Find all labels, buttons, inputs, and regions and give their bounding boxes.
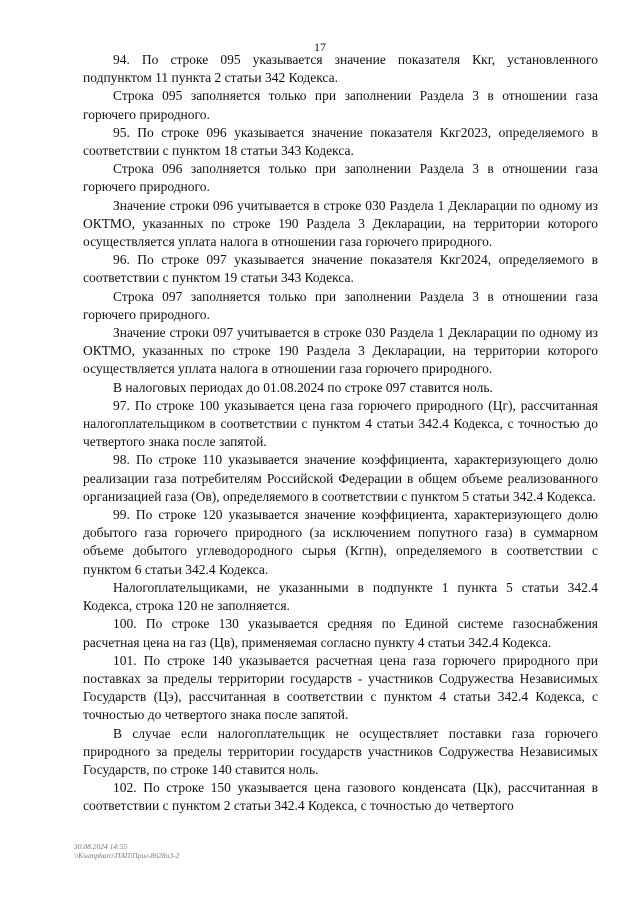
paragraph: 101. По строке 140 указывается расчетная цена газа горючего природного при поставках за пределы территории государств - участников Содружества Независимых Государств (Цэ), рассчитанная в соответствии с пунктом 4 статьи 342.4 Кодекса, с точностью до четвертого знака после запятой. [83, 652, 598, 723]
paragraph: Значение строки 097 учитывается в строке 030 Раздела 1 Декларации по одному из ОКТМО, указанных по строке 190 Раздела 3 Декларации, на территории которого осуществляется уплата налога в отношении газа горючего природного. [83, 325, 598, 377]
paragraph: Строка 095 заполняется только при заполнении Раздела 3 в отношении газа горючего природного. [83, 88, 598, 122]
paragraph: 99. По строке 120 указывается значение коэффициента, характеризующего долю добытого газа горючего природного (за исключением попутного газа) в суммарном объеме добытого углеводородного сырья (Кгпн), определяемого в соответствии с пунктом 6 статьи 342.4 Кодекса. [83, 507, 598, 577]
paragraph: 94. По строке 095 указывается значение показателя Ккг, установленного подпунктом 11 пункта 2 статьи 342 Кодекса. [83, 52, 598, 86]
page-number: 17 [314, 40, 326, 54]
document-body [83, 51, 598, 816]
document-footer [74, 842, 179, 860]
paragraph: 95. По строке 096 указывается значение показателя Ккг2023, определяемого в соответствии с пунктом 18 статьи 343 Кодекса. [83, 124, 598, 159]
footer-file-path: \\Ksumpharo\ПАП\Приг-8628о3-2 [74, 851, 180, 860]
paragraph: Строка 096 заполняется только при заполнении Раздела 3 в отношении газа горючего природного. [83, 161, 598, 195]
paragraph: 97. По строке 100 указывается цена газа горючего природного (Цг), рассчитанная налогоплательщиком в соответствии с пунктом 4 статьи 342.4 Кодекса, с точностью до четвертого знака после запятой. [83, 397, 598, 450]
paragraph: 100. По строке 130 указывается средняя по Единой системе газоснабжения расчетная цена на газ (Цв), применяемая согласно пункту 4 статьи 342.4 Кодекса. [83, 616, 598, 650]
paragraph: В налоговых периодах до 01.08.2024 по строке 097 ставится ноль. [113, 379, 493, 395]
paragraph: Значение строки 096 учитывается в строке 030 Раздела 1 Декларации по одному из ОКТМО, указанных по строке 190 Раздела 3 Декларации, на территории которого осуществляется уплата налога в отношении газа горючего природного. [83, 197, 598, 250]
paragraph: Строка 097 заполняется только при заполнении Раздела 3 в отношении газа горючего природного. [83, 288, 598, 322]
paragraph: 96. По строке 097 указывается значение показателя Ккг2024, определяемого в соответствии с пунктом 19 статьи 343 Кодекса. [83, 252, 598, 286]
paragraph: 98. По строке 110 указывается значение коэффициента, характеризующего долю реализации газа потребителям Российской Федерации в общем объеме реализованного организацией газа (Ов), определяемого в соответствии с пунктом 5 статьи 342.4 Кодекса. [83, 452, 598, 504]
paragraph: 102. По строке 150 указывается цена газового конденсата (Цк), рассчитанная в соответствии с пунктом 2 статьи 342.4 Кодекса, с точностью до четвертого [83, 780, 598, 814]
paragraph: В случае если налогоплательщик не осуществляет поставки газа горючего природного за пределы территории государств участников Содружества Независимых Государств, по строке 140 ставится ноль. [83, 725, 598, 777]
paragraph: Налогоплательщиками, не указанными в подпункте 1 пункта 5 статьи 342.4 Кодекса, строка 120 не заполняется. [83, 579, 598, 614]
footer-timestamp: 30.08.2024 14:55 [74, 842, 128, 851]
